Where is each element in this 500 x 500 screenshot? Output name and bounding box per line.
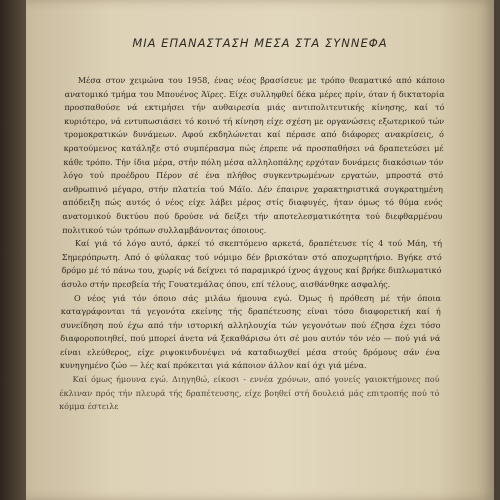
paragraph-3: Ο νέος γιά τόν όποιο σάς μιλάω ήμουνα εγώ. Όμως ή πρόθεση μέ τήν όποια καταγράφονται τά γεγονότα εκείνης τής δραπέτευσης είναι τόσο διαφορετική καί ή συνείδηση πού έχω από τήν ιστορική αλληλουχία τών γεγονότων πού έζησα έχει τόσο διαφοροποιηθεί, πού μπορεί άνετα νά ξεκαθάρισω ότι σέ μου αυτόν τόν νέο — πού γιά νά είναι ελεύθερος, είχε ριψοκινδυνέψει νά καταδιωχθεί μέσα στούς δρόμους σάν ένα κυνηγημένο ζώο — λές καί πρόκειται γιά κάποιον άλλον καί όχι γιά μένα. — [59, 292, 442, 371]
page-body — [59, 74, 445, 414]
binding-shadow — [0, 0, 26, 500]
paragraph-2: Καί γιά τό λόγο αυτό, άρκεί τό σκεπτόμενο αρκετά, δραπέτευσε τίς 4 τού Μάη, τή Σημερόπρωτη. Από ό φύλακας τού νόμιμο δέν βρισκόταν στό αποχωρητήριο. Βγήκε στό δρόμο μέ τό πάνω του, χωρίς νά δείχνει τό παραμικρό ίχνος άγχους καί βρήκε διπλωματικό άσυλο στήν πρεσβεία τής Γουατεμάλας όπου, επί τέλους, αισθάνθηκε ασφαλής. — [61, 238, 443, 289]
paragraph-4: Καί όμως ήμουνα εγώ. Διηγηθώ, είκοσι - εννέα χρόνων, από γονείς γαιοκτήμονες πού έκλιναν πρός τήν πλευρά τής δραπέτευσης, είχε βοηθεί στή δουλειά μάς επιτροπής πού τό κόμμα έστειλε — [59, 374, 440, 412]
page-title: ΜΙΑ ΕΠΑΝΑΣΤΑΣΗ ΜΕΣΑ ΣΤΑ ΣΥΝΝΕΦΑ — [132, 36, 388, 50]
paragraph-1: Μέσα στον χειμώνα του 1958, ένας νέος βρασίσευε με τρόπο θεαματικό από κάποιο ανατομικό τμήμα του Μπουένος Άϊρες. Είχε συλληφθεί δέκα μέρες πρίν, όταν ή δικτατορία προσπαθούσε νά εκτιμήσει τήν αυθαιρεσία μιάς αντιπολιτευτικής κίνησης, καί τό κυριότερο, νά εντυπωσιάσει τό κοινό τή κίνηση είχε σχέση με οργανώσεις εξωτερικού τών τρομοκρατικών δυνάμεων. Αφού εκδηλώνεται καί πέρασε από διάφορες ανακρίσεις, ό κρατούμενος κατάληξε στό συμπέρασμα πώς έπρεπε νά προσπαθήσει νά δραπετεύσει μέ κάθε τρόπο. Τήν ίδια μέρα, στήν πόλη μέσα αλληλοπάλης ερχόταν δυνάμεις διακόσιων τόν λόγο τού προέδρου Πέρον σέ ένα πλήθος συγκεντρωμένων εργατών, μπροστά στό ανθρωπινό μέγαρο, στήν πλατεία τού Μάϊο. Δέν έπαιρνε χαρακτηριστικά συγκρατημένη απόδειξη πώς αυτός ό νέος είχε λάβει μέρος στίς διαφυγές, ήταν όμως τό θύμα ενός ανατομικού δικτύου πού δρούσε νά δείξει τήν αποτελεσματικότητα τού διεφθαρμένου πολιτικού τών τρόπων συλλαμβάνοντας όποιους. — [62, 75, 445, 235]
